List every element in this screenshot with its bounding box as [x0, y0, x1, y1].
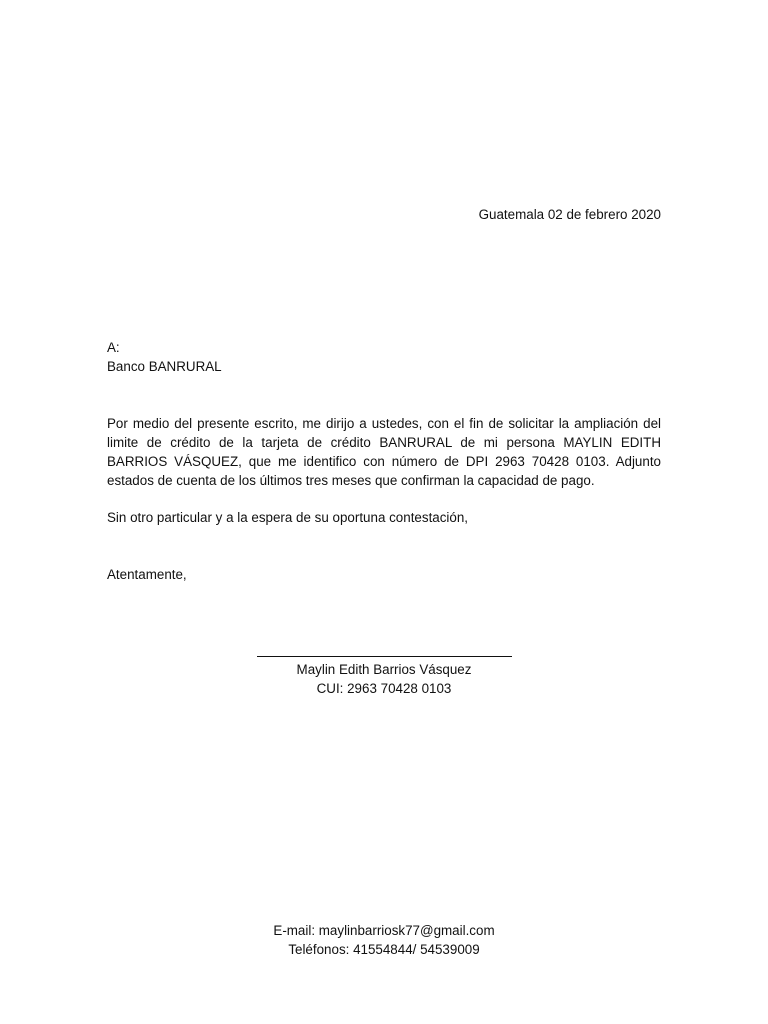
letter-body: Por medio del presente escrito, me dirijo a ustedes, con el fin de solicitar la ampliación del limite de crédito de la tarjeta de crédito BANRURAL de mi persona MAYLIN EDITH BARRIOS VÁSQUEZ, que me identifico con número de DPI 2963 70428 0103. Adjunto estados de cuenta de los últimos tres meses que confirman la capacidad de pago. [107, 416, 661, 488]
contact-footer [184, 921, 584, 959]
footer-email: E-mail: maylinbarriosk77@gmail.com [273, 923, 495, 938]
regards: Atentamente, [107, 567, 187, 582]
footer-phones: Teléfonos: 41554844/ 54539009 [288, 942, 480, 957]
signature-block [184, 660, 584, 698]
signature-line [257, 656, 512, 657]
recipient-prefix: A: [107, 340, 120, 355]
letter-date: Guatemala 02 de febrero 2020 [478, 207, 661, 222]
closing-line: Sin otro particular y a la espera de su oportuna contestación, [107, 510, 469, 525]
recipient-block [107, 338, 222, 376]
signer-cui: CUI: 2963 70428 0103 [316, 681, 452, 696]
recipient-name: Banco BANRURAL [107, 359, 222, 374]
signer-name: Maylin Edith Barrios Vásquez [296, 662, 472, 677]
